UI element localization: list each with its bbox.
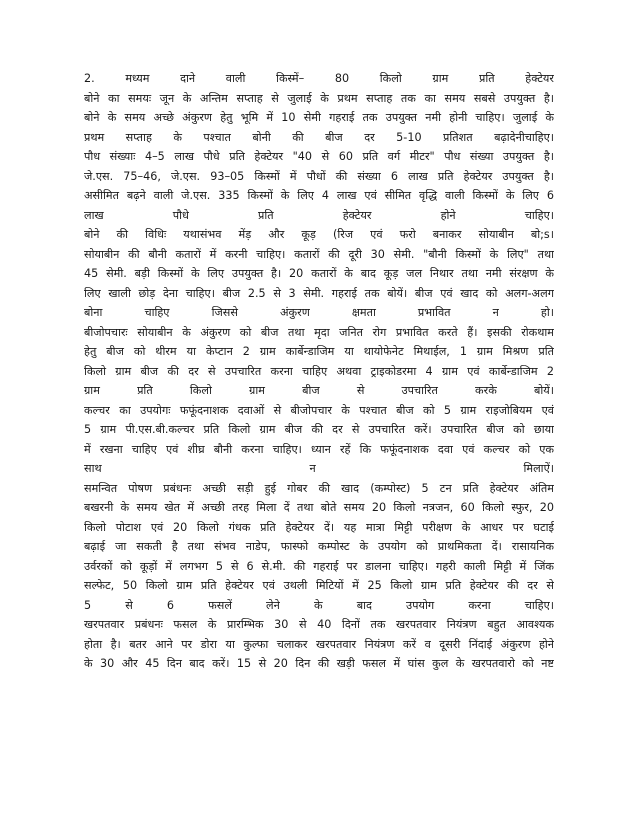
text-line: बोना चाहिए जिससे अंकुरण क्षमता प्रभावित न हो।	[84, 306, 554, 319]
text-line: साथ न मिलाऐं।	[84, 462, 554, 475]
text-line: बोने की विधिः यथासंभव मेंड़ और कूड़ (रिज एवं फरो बनाकर सोयाबीन बो;s।	[84, 228, 554, 241]
text-line: 2. मध्यम दाने वाली किस्में– 80 किलो ग्राम प्रति हेक्टेयर	[84, 72, 554, 85]
text-line: 5 से 6 फसलें लेने के बाद उपयोग करना चाहिए।	[84, 598, 554, 612]
text-line: सल्फेट, 50 किलो ग्राम प्रति हेक्टेयर एवं उथली मिटियों में 25 किलो ग्राम प्रति हेक्टेयर की दर से	[84, 579, 554, 592]
text-line: सोयाबीन की बौनी कतारों में करनी चाहिए। कतारों की दूरी 30 सेमी. "बौनी किस्मों के लिए" तथा	[84, 247, 554, 261]
text-line: असीमित बढ़ने वाली जे.एस. 335 किस्मों के लिए 4 लाख एवं सीमित वृद्धि वाली किस्मों के लिए 6	[84, 189, 554, 202]
text-line: प्रथम सप्ताह के पश्चात बोनी की बीज दर 5-10 प्रतिशत बढ़ादेनीचाहिए।	[84, 130, 554, 144]
text-line: लाख पौधे प्रति हेक्टेयर होने चाहिए।	[84, 208, 554, 222]
text-line: बोने के समय अच्छे अंकुरण हेतु भूमि में 10 सेमी गहराई तक उपयुक्त नमी होनी चाहिए। जुलाई के	[84, 111, 554, 124]
text-line: किलो ग्राम बीज की दर से उपचारित करना चाहिए अथवा ट्राइकोडरमा 4 ग्राम एवं कार्बेन्डाजिम 2	[84, 364, 554, 378]
text-line: पौध संख्याः 4–5 लाख पौधे प्रति हेक्टेयर "40 से 60 प्रति वर्ग मीटर" पौध संख्या उपयुक्त है।	[84, 150, 554, 163]
text-line: बखरनी के समय खेत में अच्छी तरह मिला दें तथा बोते समय 20 किलो नत्रजन, 60 किलो स्फुर, 20	[84, 501, 554, 514]
text-line: 45 सेमी. बड़ी किस्मों के लिए उपयुक्त है। 20 कतारों के बाद कूड़ जल निथार तथा नमी संरक्षण के	[84, 267, 554, 280]
text-line: में रखना चाहिए एवं शीघ्र बौनी करना चाहिए। ध्यान रहें कि फफूंदनाशक दवा एवं कल्चर को एक	[84, 442, 554, 456]
text-line: उर्वरकों को कूड़ों में लगभग 5 से 6 से.मी. की गहराई पर डालना चाहिए। गहरी काली मिट्टी में जिंक	[84, 559, 554, 573]
text-line: होता है। बतर आने पर डोरा या कुल्फा चलाकर खरपतवार नियंत्रण करें व दूसरी निंदाई अंकुरण होने	[84, 637, 554, 651]
text-line: बढ़ाई जा सकती है तथा संभव नाडेप, फास्फो कम्पोस्ट के उपयोग को प्राथमिकता दें। रासायनिक	[84, 540, 554, 553]
text-line: के 30 और 45 दिन बाद करें। 15 से 20 दिन की खड़ी फसल में घांस कुल के खरपतवारो को नष्ट	[84, 657, 554, 670]
text-line: बोने का समयः जून के अन्तिम सप्ताह से जुलाई के प्रथम सप्ताह तक का समय सबसे उपयुक्त है।	[84, 91, 554, 105]
text-line: बीजोपचारः सोयाबीन के अंकुरण को बीज तथा मृदा जनित रोग प्रभावित करते हैं। इसकी रोकथाम	[84, 325, 554, 339]
text-line: लिए खाली छोड़ देना चाहिए। बीज 2.5 से 3 सेमी. गहराई तक बोयें। बीज एवं खाद को अलग-अलग	[84, 286, 554, 300]
text-line: किलो पोटाश एवं 20 किलो गंधक प्रति हेक्टेयर दें। यह मात्रा मिट्टी परीक्षण के आधर पर घटाई	[84, 520, 554, 534]
text-line: खरपतवार प्रबंधनः फसल के प्रारम्भिक 30 से 40 दिनों तक खरपतवार नियंत्रण बहुत आवश्यक	[84, 618, 554, 631]
text-line: हेतु बीज को थीरम या केप्टान 2 ग्राम कार्बेन्डाजिम या थायोफेनेट मिथाईल, 1 ग्राम मिश्रण प्रति	[84, 345, 554, 358]
text-line: ग्राम प्रति किलो ग्राम बीज से उपचारित करके बोयें।	[84, 384, 554, 397]
text-line: समन्वित पोषण प्रबंधनः अच्छी सड़ी हुई गोबर की खाद (कम्पोस्ट) 5 टन प्रति हेक्टेयर अंतिम	[84, 481, 554, 495]
text-line: जे.एस. 75–46, जे.एस. 93–05 किस्मों में पौधों की संख्या 6 लाख प्रति हेक्टेयर उपयुक्त है।	[84, 169, 554, 183]
text-line: कल्चर का उपयोगः फफूंदनाशक दवाओं से बीजोपचार के पश्चात बीज को 5 ग्राम राइजोबियम एवं	[84, 403, 554, 417]
body-text	[84, 69, 554, 674]
text-line: 5 ग्राम पी.एस.बी.कल्चर प्रति किलो ग्राम बीज की दर से उपचारित करें। उपचारित बीज को छाया	[84, 423, 554, 436]
